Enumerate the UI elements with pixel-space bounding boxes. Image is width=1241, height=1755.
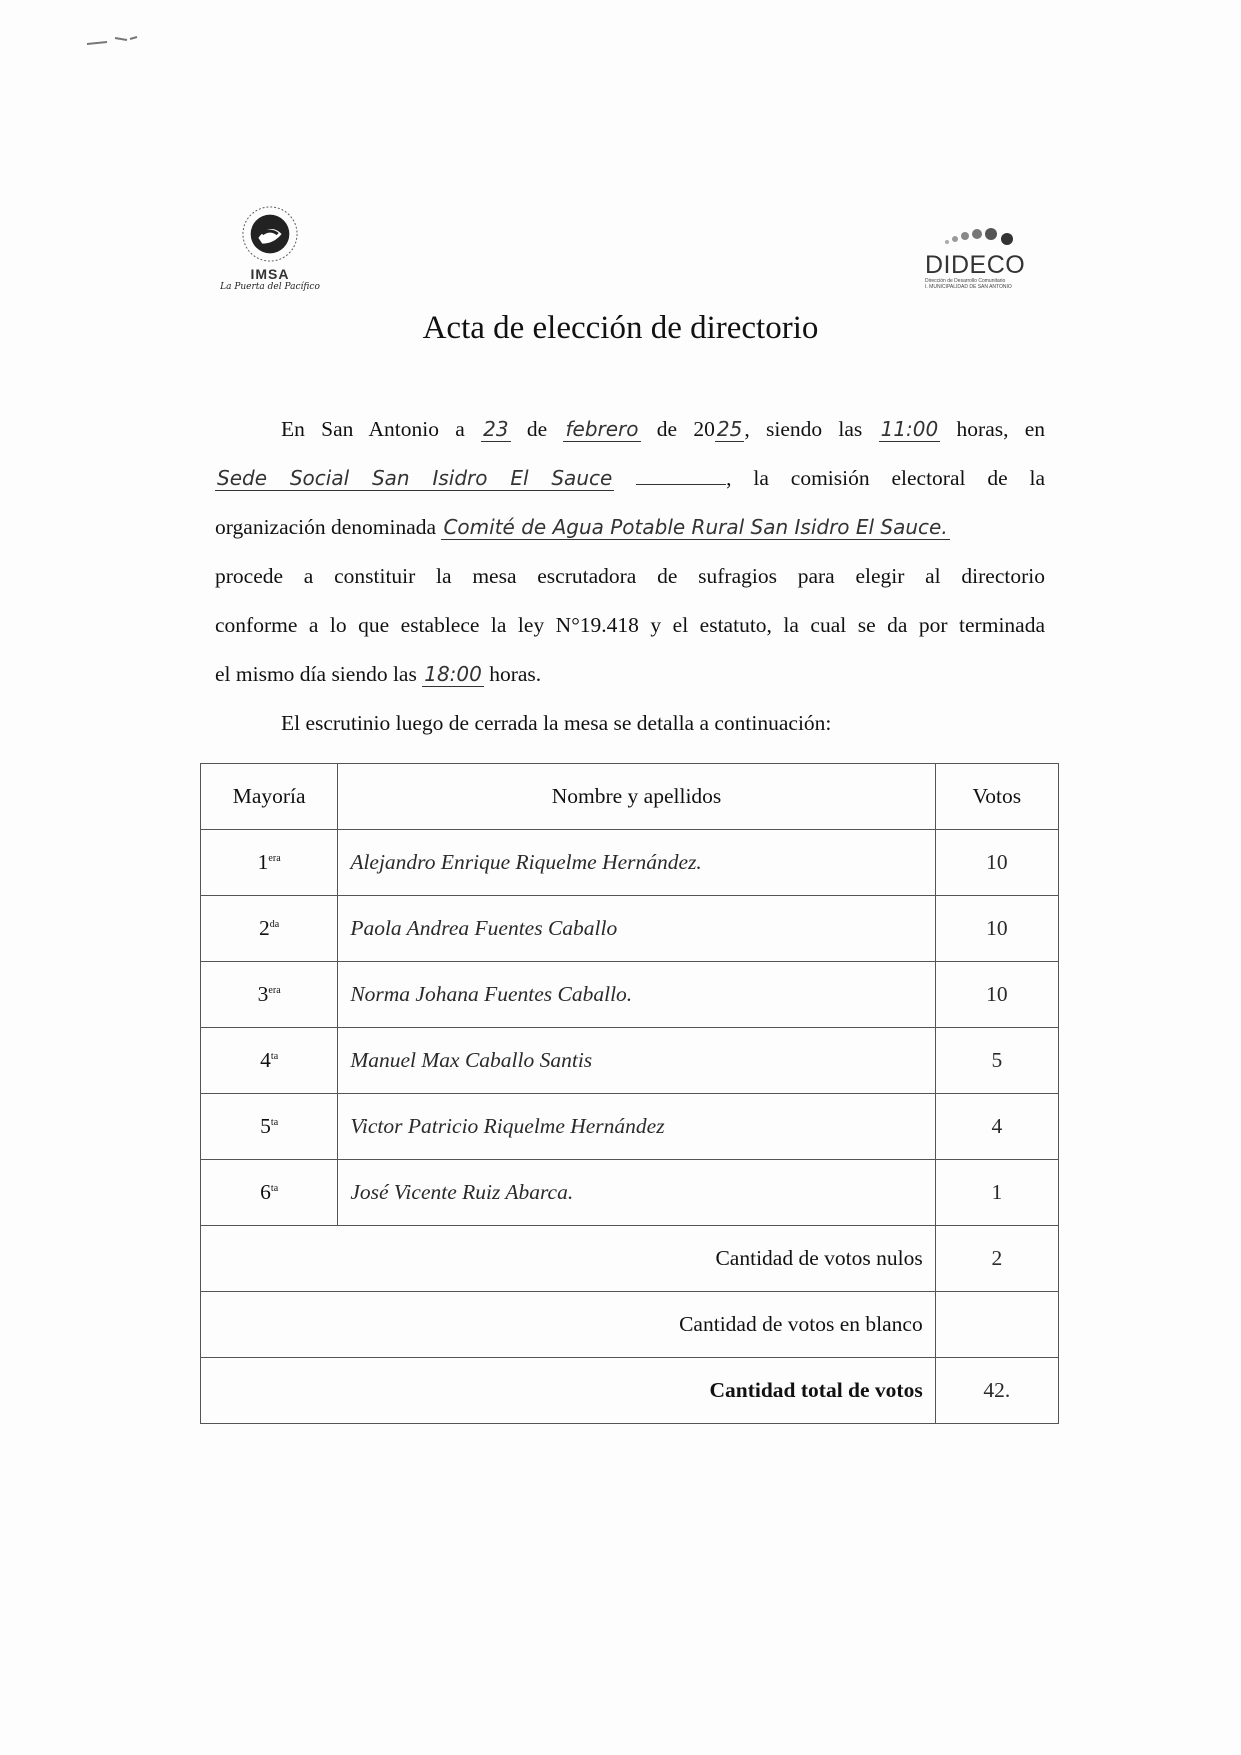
candidate-name: Manuel Max Caballo Santis xyxy=(338,1028,935,1094)
imsa-tagline: La Puerta del Pacífico xyxy=(220,282,320,292)
candidate-votes: 10 xyxy=(935,896,1058,962)
imsa-seal-icon xyxy=(241,205,299,263)
dideco-subtitle-1: Dirección de Desarrollo Comunitario xyxy=(925,278,1006,284)
text-segment: el mismo día siendo las xyxy=(215,662,417,686)
text-segment: , siendo las xyxy=(744,417,863,441)
text-segment: , la comisión electoral de la xyxy=(726,466,1046,490)
table-row xyxy=(201,830,1059,896)
candidate-name: Paola Andrea Fuentes Caballo xyxy=(338,896,935,962)
handwritten-start-hour: 11:00 xyxy=(880,417,939,441)
dideco-subtitle-2: I. MUNICIPALIDAD DE SAN ANTONIO xyxy=(925,284,1012,290)
header-name: Nombre y apellidos xyxy=(338,764,935,830)
total-votes-value: 42. xyxy=(935,1358,1058,1424)
line-text: El escrutinio luego de cerrada la mesa se detalla a continuación: xyxy=(281,711,832,735)
text-segment: horas, en xyxy=(956,417,1046,441)
candidate-name: Victor Patricio Riquelme Hernández xyxy=(338,1094,935,1160)
candidate-votes: 4 xyxy=(935,1094,1058,1160)
candidate-name: Norma Johana Fuentes Caballo. xyxy=(338,962,935,1028)
dideco-dots-icon xyxy=(925,225,1050,247)
imsa-name: IMSA xyxy=(250,266,290,282)
handwritten-year: 25 xyxy=(716,417,743,441)
document-title: Acta de elección de directorio xyxy=(422,310,819,346)
text-segment: En San Antonio a xyxy=(281,417,465,441)
scan-mark xyxy=(85,30,155,50)
blank-votes-row xyxy=(201,1292,1059,1358)
line-date xyxy=(215,405,1045,454)
null-votes-row xyxy=(201,1226,1059,1292)
dideco-logo xyxy=(925,225,1050,295)
table-row xyxy=(201,1160,1059,1226)
handwritten-end-hour: 18:00 xyxy=(424,662,482,686)
handwritten-day: 23 xyxy=(483,417,509,441)
text-segment: horas. xyxy=(489,662,542,686)
line-end-time xyxy=(215,650,1045,699)
imsa-logo xyxy=(210,205,330,310)
table-row xyxy=(201,1028,1059,1094)
header-votes: Votos xyxy=(935,764,1058,830)
text-segment: organización denominada xyxy=(215,515,437,539)
candidate-votes: 10 xyxy=(935,962,1058,1028)
dideco-name: DIDECO xyxy=(925,251,1026,279)
rank-cell: $2^{da}$ xyxy=(201,896,338,962)
candidate-name: José Vicente Ruiz Abarca. xyxy=(338,1160,935,1226)
candidate-votes: 1 xyxy=(935,1160,1058,1226)
blank-votes-label: Cantidad de votos en blanco xyxy=(201,1292,936,1358)
candidate-votes: 5 xyxy=(935,1028,1058,1094)
handwritten-month: febrero xyxy=(565,417,639,441)
handwritten-place: Sede Social San Isidro El Sauce xyxy=(217,466,613,490)
blank-votes-value xyxy=(935,1292,1058,1358)
rank-cell: $4^{ta}$ xyxy=(201,1028,338,1094)
text-segment: de xyxy=(526,417,548,441)
handwritten-organization: Comité de Agua Potable Rural San Isidro El Sauce. xyxy=(443,515,948,539)
table-header-row xyxy=(201,764,1059,830)
line-text: procede a constituir la mesa escrutadora de sufragios para elegir al directorio xyxy=(215,564,1045,588)
table-row xyxy=(201,896,1059,962)
rank-cell: $6^{ta}$ xyxy=(201,1160,338,1226)
candidate-name: Alejandro Enrique Riquelme Hernández. xyxy=(338,830,935,896)
rank-cell: $1^{era}$ xyxy=(201,830,338,896)
results-table xyxy=(200,763,1059,1424)
null-votes-value: 2 xyxy=(935,1226,1058,1292)
blank-line xyxy=(636,470,726,485)
table-row xyxy=(201,962,1059,1028)
total-votes-row xyxy=(201,1358,1059,1424)
acta-body xyxy=(215,405,1045,748)
rank-cell: $3^{era}$ xyxy=(201,962,338,1028)
candidate-votes: 10 xyxy=(935,830,1058,896)
text-segment: de 20 xyxy=(656,417,715,441)
line-text: conforme a lo que establece la ley N°19.418 y el estatuto, la cual se da por terminada xyxy=(215,613,1045,637)
rank-cell: $5^{ta}$ xyxy=(201,1094,338,1160)
table-row xyxy=(201,1094,1059,1160)
line-place xyxy=(215,454,1045,503)
null-votes-label: Cantidad de votos nulos xyxy=(201,1226,936,1292)
total-votes-label: Cantidad total de votos xyxy=(201,1358,936,1424)
header-rank: Mayoría xyxy=(201,764,338,830)
line-organization xyxy=(215,503,1045,552)
